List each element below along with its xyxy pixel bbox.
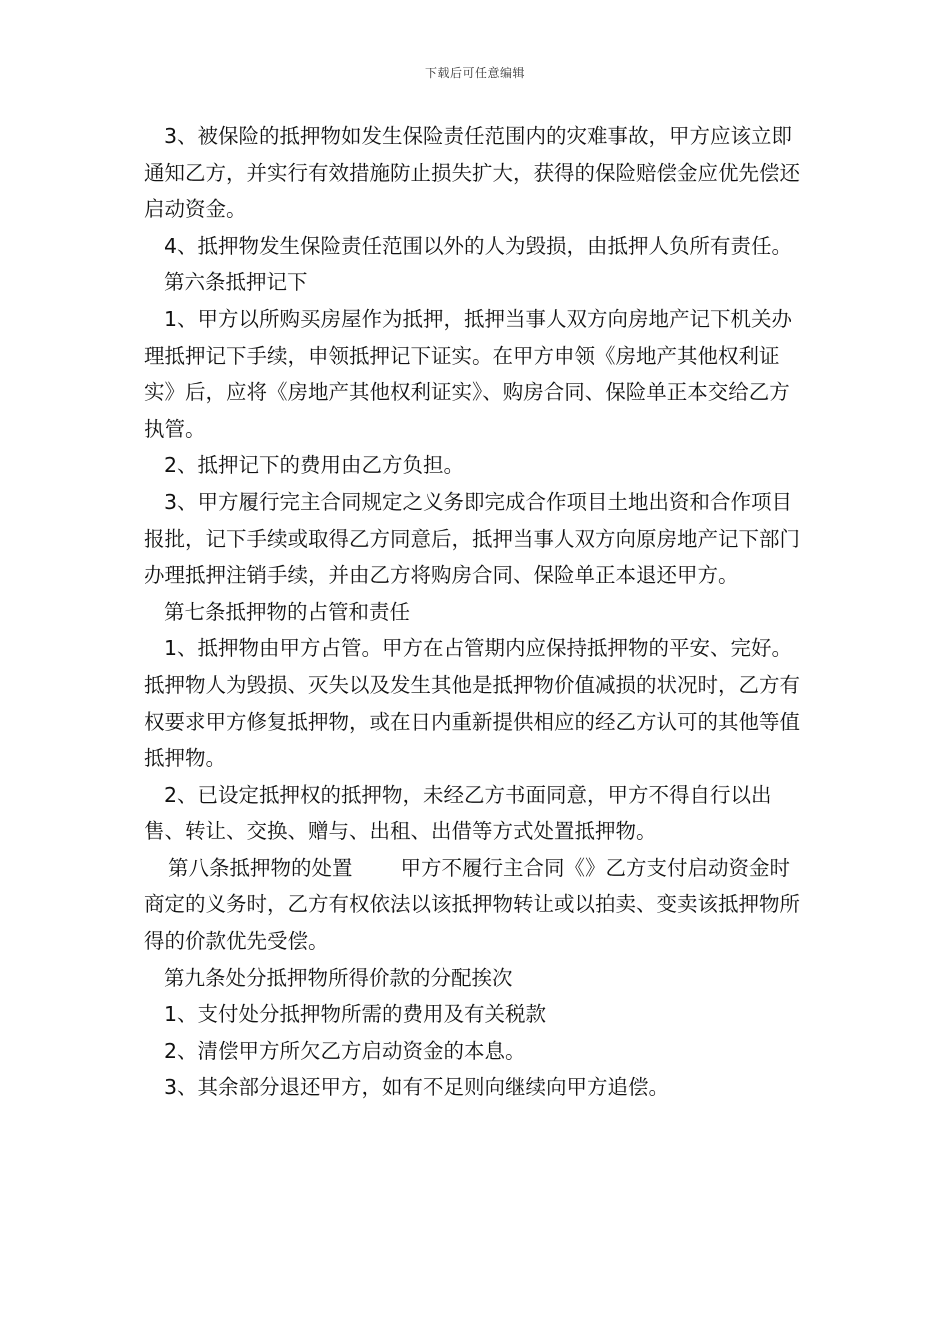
paragraph-article6-clause2: 2、抵押记下的费用由乙方负担。: [164, 453, 465, 478]
paragraph-article9-clause3: 3、其余部分退还甲方，如有不足则向继续向甲方追偿。: [164, 1075, 670, 1100]
article8-body: 甲方不履行主合同《》乙方支付启动资金时商定的义务时，乙方有权依法以该抵押物转让或以拍卖、变卖该抵押物所得的价款优先受偿。: [144, 855, 800, 954]
paragraph-article9-clause2: 2、清偿甲方所欠乙方启动资金的本息。: [164, 1038, 526, 1063]
paragraph-article5-clause3: 3、被保险的抵押物如发生保险责任范围内的灾难事故，甲方应该立即通知乙方，并实行有效措施防止损失扩大，获得的保险赔偿金应优先偿还启动资金。: [144, 124, 800, 222]
paragraph-article8: [144, 850, 809, 960]
heading-article8: 第八条抵押物的处置: [168, 855, 353, 880]
paragraph-article7-clause1: 1、抵押物由甲方占管。甲方在占管期内应保持抵押物的平安、完好。抵押物人为毁损、灭失以及发生其他是抵押物价值减损的状况时，乙方有权要求甲方修复抵押物，或在日内重新提供相应的经乙方认可的其他等值抵押物。: [144, 636, 800, 771]
heading-article7: 第七条抵押物的占管和责任: [164, 599, 410, 624]
paragraph-article6-clause3: 3、甲方履行完主合同规定之义务即完成合作项目土地出资和合作项目报批，记下手续或取得乙方同意后，抵押当事人双方向原房地产记下部门办理抵押注销手续，并由乙方将购房合同、保险单正本退还甲方。: [144, 489, 800, 588]
paragraph-article6-clause1: 1、甲方以所购买房屋作为抵押，抵押当事人双方向房地产记下机关办理抵押记下手续，申领抵押记下证实。在甲方申领《房地产其他权利证实》后，应将《房地产其他权利证实》、购房合同、保险单正本交给乙方执管。: [144, 306, 793, 441]
paragraph-article7-clause2: 2、已设定抵押权的抵押物，未经乙方书面同意，甲方不得自行以出售、转让、交换、赠与、出租、出借等方式处置抵押物。: [144, 782, 772, 844]
page-header: 下载后可任意编辑: [424, 66, 525, 80]
paragraph-article9-clause1: 1、支付处分抵押物所需的费用及有关税款: [164, 1002, 547, 1027]
document-body: [144, 118, 809, 1106]
paragraph-article5-clause4: 4、抵押物发生保险责任范围以外的人为毁损，由抵押人负所有责任。: [164, 233, 793, 258]
heading-article9: 第九条处分抵押物所得价款的分配挨次: [164, 965, 513, 990]
heading-article6: 第六条抵押记下: [164, 270, 308, 295]
